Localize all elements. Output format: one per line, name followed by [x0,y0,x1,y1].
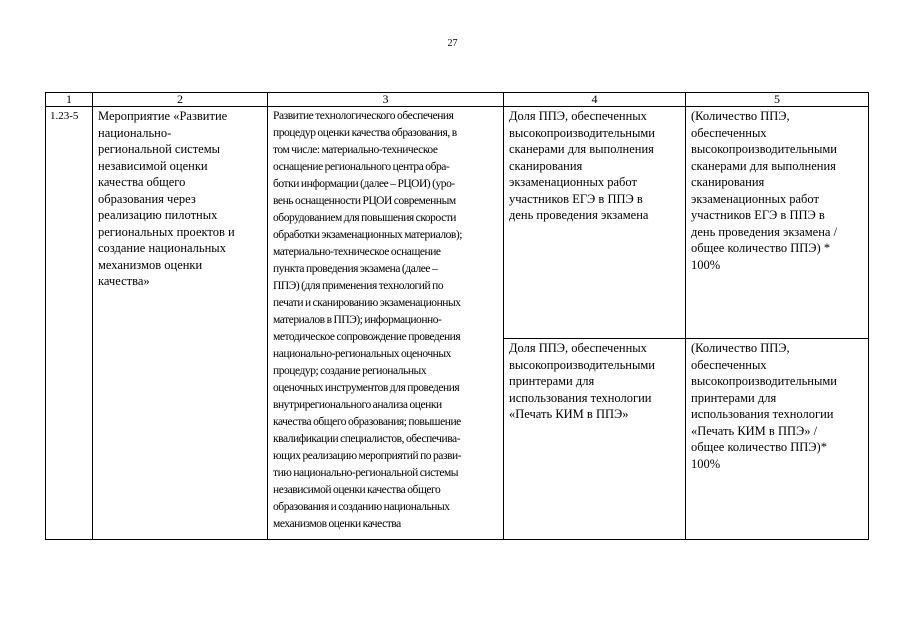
column-header-2: 2 [93,93,268,107]
measures-table [45,92,869,540]
indicator-name-cell-2: Доля ППЭ, обеспеченных высокопроизводительными принтерами для использования технологии «Печать КИМ в ППЭ» [504,339,686,540]
event-title-cell: Мероприятие «Развитие национально- региональной системы независимой оценки качества общего образования через реализацию пилотных региональных проектов и создание национальных механизмов оценки качества» [93,107,268,540]
indicator-formula-cell-1: (Количество ППЭ, обеспеченных высокопроизводительными сканерами для выполнения сканирования экзаменационных работ участников ЕГЭ в ППЭ в день проведения экзамена / общее количество ППЭ) * 100% [686,107,869,339]
column-header-3: 3 [268,93,504,107]
table-header-row [46,93,869,107]
page-number: 27 [447,38,458,49]
column-header-5: 5 [686,93,869,107]
indicator-formula-cell-2: (Количество ППЭ, обеспеченных высокопроизводительными принтерами для использования технологии «Печать КИМ в ППЭ» / общее количество ППЭ)* 100% [686,339,869,540]
column-header-1: 1 [46,93,93,107]
indicator-name-cell-1: Доля ППЭ, обеспеченных высокопроизводительными сканерами для выполнения сканирования экзаменационных работ участников ЕГЭ в ППЭ в день проведения экзамена [504,107,686,339]
row-number-cell: 1.23-5 [46,107,93,540]
event-description-cell: Развитие технологического обеспечения процедур оценки качества образования, в том числе: материально-техническое оснащение регионального центра обра- ботки информации (далее – РЦОИ) (уро- вень оснащенности РЦОИ современным оборудованием для повышения скорости обработки экзаменационных материалов); материально-техническое оснащение пункта проведения экзамена (далее – ППЭ) (для применения технологий по печати и сканированию экзаменационных материалов в ППЭ); информационно- методическое сопровождение проведения национально-региональных оценочных процедур; создание региональных оценочных инструментов для проведения внутрирегионального анализа оценки качества общего образования; повышение квалификации специалистов, обеспечива- ющих реализацию мероприятий по разви- тию национально-региональной системы независимой оценки качества общего образования и созданию национальных механизмов оценки качества [268,107,504,540]
column-header-4: 4 [504,93,686,107]
table-row [46,107,869,339]
